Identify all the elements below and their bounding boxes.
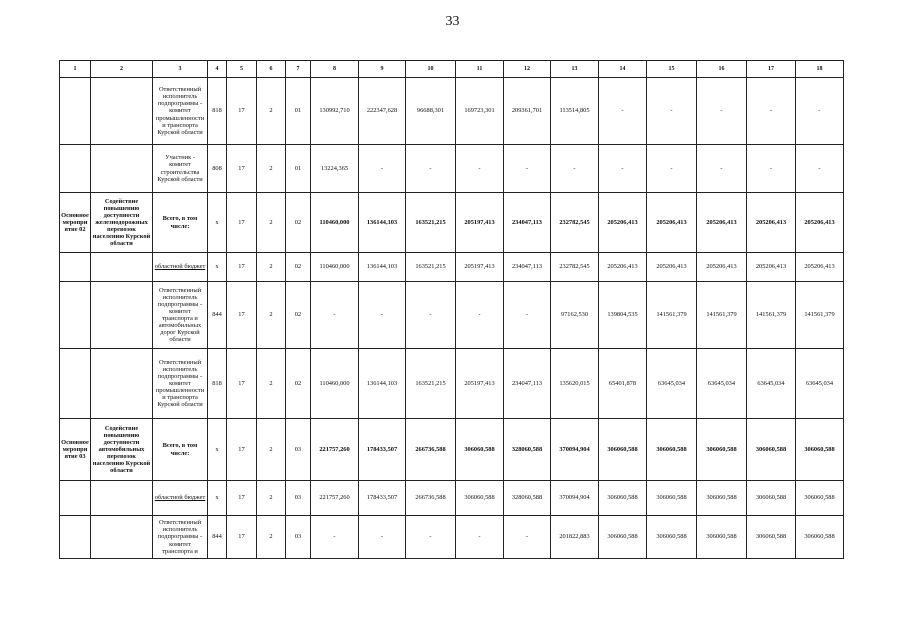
amount-cell: 141561,379 — [747, 282, 796, 349]
grbs-code-cell: 818 — [208, 78, 227, 145]
measure-name-cell — [91, 481, 153, 516]
amount-cell: 163521,215 — [406, 349, 456, 419]
amount-cell: 205206,413 — [599, 193, 647, 253]
amount-cell: 306060,588 — [796, 481, 844, 516]
program-code-cell: 17 — [227, 282, 257, 349]
table-row — [60, 481, 844, 516]
amount-cell: 205206,413 — [697, 193, 747, 253]
amount-cell: 110460,000 — [311, 349, 359, 419]
amount-cell: 205197,413 — [456, 349, 504, 419]
amount-cell: - — [747, 78, 796, 145]
measure-name-cell — [91, 349, 153, 419]
column-header: 11 — [456, 61, 504, 78]
measure-name-cell: Содействие повышению доступности железнодорожных перевозок населению Курской области — [91, 193, 153, 253]
budget-table — [59, 60, 844, 559]
grbs-code-cell: 808 — [208, 145, 227, 193]
amount-cell: 306060,588 — [599, 481, 647, 516]
amount-cell: - — [747, 145, 796, 193]
amount-cell: 163521,215 — [406, 193, 456, 253]
amount-cell: - — [697, 78, 747, 145]
amount-cell: 266736,588 — [406, 419, 456, 481]
measure-code-cell: 03 — [286, 419, 311, 481]
amount-cell: - — [697, 145, 747, 193]
program-code-cell: 17 — [227, 145, 257, 193]
executor-cell: Ответственный исполнитель подпрограммы - комитет транспорта и — [153, 516, 208, 559]
column-header: 12 — [504, 61, 551, 78]
amount-cell: 234047,113 — [504, 253, 551, 282]
amount-cell: - — [551, 145, 599, 193]
executor-cell: областной бюджет — [153, 253, 208, 282]
measure-cell — [60, 516, 91, 559]
amount-cell: 141561,379 — [647, 282, 697, 349]
executor-cell: Всего, в том числе: — [153, 193, 208, 253]
amount-cell: - — [647, 78, 697, 145]
program-code-cell: 17 — [227, 419, 257, 481]
measure-code-cell: 02 — [286, 193, 311, 253]
column-header: 4 — [208, 61, 227, 78]
measure-name-cell — [91, 145, 153, 193]
subprogram-code-cell: 2 — [257, 419, 286, 481]
executor-cell: Всего, в том числе: — [153, 419, 208, 481]
executor-cell: областной бюджет — [153, 481, 208, 516]
amount-cell: - — [359, 516, 406, 559]
amount-cell: 306060,588 — [697, 516, 747, 559]
table-row — [60, 282, 844, 349]
amount-cell: 205206,413 — [747, 193, 796, 253]
column-header: 18 — [796, 61, 844, 78]
amount-cell: - — [647, 145, 697, 193]
amount-cell: 178433,507 — [359, 419, 406, 481]
amount-cell: 113514,805 — [551, 78, 599, 145]
table-row — [60, 78, 844, 145]
program-code-cell: 17 — [227, 349, 257, 419]
column-header: 17 — [747, 61, 796, 78]
amount-cell: 306060,588 — [747, 419, 796, 481]
amount-cell: - — [796, 145, 844, 193]
amount-cell: - — [456, 282, 504, 349]
amount-cell: 306060,588 — [647, 516, 697, 559]
measure-name-cell: Содействие повышению доступности автомобильных перевозок населению Курской области — [91, 419, 153, 481]
amount-cell: 110460,000 — [311, 193, 359, 253]
amount-cell: 205197,413 — [456, 253, 504, 282]
amount-cell: 306060,588 — [647, 419, 697, 481]
table-row — [60, 145, 844, 193]
amount-cell: 63645,034 — [747, 349, 796, 419]
amount-cell: 163521,215 — [406, 253, 456, 282]
column-header: 7 — [286, 61, 311, 78]
amount-cell: 370094,904 — [551, 481, 599, 516]
amount-cell: 222347,628 — [359, 78, 406, 145]
amount-cell: 130992,710 — [311, 78, 359, 145]
grbs-code-cell: х — [208, 253, 227, 282]
amount-cell: 169723,301 — [456, 78, 504, 145]
measure-code-cell: 02 — [286, 282, 311, 349]
executor-cell: Ответственный исполнитель подпрограммы - комитет промышленности и транспорта Курской области — [153, 78, 208, 145]
measure-name-cell — [91, 253, 153, 282]
amount-cell: 306060,588 — [599, 419, 647, 481]
amount-cell: 306060,588 — [456, 419, 504, 481]
grbs-code-cell: х — [208, 193, 227, 253]
amount-cell: 306060,588 — [647, 481, 697, 516]
amount-cell: 306060,588 — [456, 481, 504, 516]
grbs-code-cell: 818 — [208, 349, 227, 419]
column-header: 2 — [91, 61, 153, 78]
measure-cell — [60, 349, 91, 419]
amount-cell: 205206,413 — [796, 193, 844, 253]
measure-name-cell — [91, 78, 153, 145]
amount-cell: 266736,588 — [406, 481, 456, 516]
program-code-cell: 17 — [227, 481, 257, 516]
measure-name-cell — [91, 282, 153, 349]
amount-cell: 306060,588 — [697, 419, 747, 481]
measure-cell — [60, 145, 91, 193]
amount-cell: 234047,113 — [504, 349, 551, 419]
amount-cell: 205206,413 — [697, 253, 747, 282]
amount-cell: - — [359, 282, 406, 349]
grbs-code-cell: х — [208, 481, 227, 516]
measure-cell — [60, 253, 91, 282]
column-header: 9 — [359, 61, 406, 78]
amount-cell: - — [504, 282, 551, 349]
amount-cell: - — [504, 145, 551, 193]
amount-cell: 141561,379 — [697, 282, 747, 349]
measure-cell — [60, 78, 91, 145]
table-row — [60, 193, 844, 253]
executor-cell: Ответственный исполнитель подпрограммы - комитет транспорта и автомобильных дорог Курской области — [153, 282, 208, 349]
measure-code-cell: 02 — [286, 253, 311, 282]
amount-cell: 205206,413 — [647, 193, 697, 253]
subprogram-code-cell: 2 — [257, 481, 286, 516]
amount-cell: 306060,588 — [796, 419, 844, 481]
measure-cell: Основное мероприятие 02 — [60, 193, 91, 253]
subprogram-code-cell: 2 — [257, 193, 286, 253]
amount-cell: - — [311, 282, 359, 349]
amount-cell: 139804,535 — [599, 282, 647, 349]
measure-code-cell: 03 — [286, 481, 311, 516]
column-header: 13 — [551, 61, 599, 78]
subprogram-code-cell: 2 — [257, 78, 286, 145]
amount-cell: 234047,113 — [504, 193, 551, 253]
amount-cell: 221757,260 — [311, 419, 359, 481]
amount-cell: 65401,878 — [599, 349, 647, 419]
amount-cell: - — [504, 516, 551, 559]
program-code-cell: 17 — [227, 253, 257, 282]
measure-code-cell: 01 — [286, 78, 311, 145]
amount-cell: 370094,904 — [551, 419, 599, 481]
amount-cell: 205206,413 — [796, 253, 844, 282]
column-header: 1 — [60, 61, 91, 78]
amount-cell: 97162,530 — [551, 282, 599, 349]
amount-cell: 13224,365 — [311, 145, 359, 193]
table-row — [60, 253, 844, 282]
amount-cell: - — [311, 516, 359, 559]
amount-cell: - — [406, 145, 456, 193]
amount-cell: 63645,034 — [796, 349, 844, 419]
measure-code-cell: 02 — [286, 349, 311, 419]
amount-cell: - — [456, 145, 504, 193]
amount-cell: 221757,260 — [311, 481, 359, 516]
amount-cell: - — [599, 78, 647, 145]
measure-code-cell: 03 — [286, 516, 311, 559]
amount-cell: 205206,413 — [747, 253, 796, 282]
amount-cell: - — [599, 145, 647, 193]
amount-cell: 306060,588 — [796, 516, 844, 559]
amount-cell: 178433,507 — [359, 481, 406, 516]
amount-cell: 135620,015 — [551, 349, 599, 419]
header-row — [60, 61, 844, 78]
amount-cell: 232782,545 — [551, 193, 599, 253]
measure-cell — [60, 481, 91, 516]
amount-cell: 136144,103 — [359, 193, 406, 253]
amount-cell: 63645,034 — [647, 349, 697, 419]
grbs-code-cell: 844 — [208, 516, 227, 559]
column-header: 14 — [599, 61, 647, 78]
table-row — [60, 349, 844, 419]
grbs-code-cell: х — [208, 419, 227, 481]
amount-cell: - — [359, 145, 406, 193]
amount-cell: 136144,103 — [359, 349, 406, 419]
subprogram-code-cell: 2 — [257, 145, 286, 193]
measure-name-cell — [91, 516, 153, 559]
table-row — [60, 419, 844, 481]
amount-cell: 136144,103 — [359, 253, 406, 282]
column-header: 10 — [406, 61, 456, 78]
program-code-cell: 17 — [227, 516, 257, 559]
amount-cell: - — [796, 78, 844, 145]
program-code-cell: 17 — [227, 78, 257, 145]
column-header: 5 — [227, 61, 257, 78]
program-code-cell: 17 — [227, 193, 257, 253]
amount-cell: 205206,413 — [599, 253, 647, 282]
executor-cell: Участник - комитет строительства Курской области — [153, 145, 208, 193]
amount-cell: 63645,034 — [697, 349, 747, 419]
amount-cell: 232782,545 — [551, 253, 599, 282]
amount-cell: 306060,588 — [747, 516, 796, 559]
subprogram-code-cell: 2 — [257, 349, 286, 419]
subprogram-code-cell: 2 — [257, 516, 286, 559]
amount-cell: 141561,379 — [796, 282, 844, 349]
column-header: 16 — [697, 61, 747, 78]
measure-cell — [60, 282, 91, 349]
amount-cell: 205206,413 — [647, 253, 697, 282]
executor-cell: Ответственный исполнитель подпрограммы - комитет промышленности и транспорта Курской области — [153, 349, 208, 419]
amount-cell: 306060,588 — [747, 481, 796, 516]
amount-cell: 306060,588 — [697, 481, 747, 516]
table-body — [60, 78, 844, 559]
table-row — [60, 516, 844, 559]
page-number: 33 — [445, 14, 460, 29]
amount-cell: 110460,000 — [311, 253, 359, 282]
amount-cell: - — [406, 282, 456, 349]
column-header: 3 — [153, 61, 208, 78]
column-header: 8 — [311, 61, 359, 78]
measure-code-cell: 01 — [286, 145, 311, 193]
amount-cell: - — [406, 516, 456, 559]
amount-cell: 209361,701 — [504, 78, 551, 145]
amount-cell: 328060,588 — [504, 419, 551, 481]
amount-cell: 96688,301 — [406, 78, 456, 145]
subprogram-code-cell: 2 — [257, 253, 286, 282]
column-header: 15 — [647, 61, 697, 78]
measure-cell: Основное мероприятие 03 — [60, 419, 91, 481]
subprogram-code-cell: 2 — [257, 282, 286, 349]
grbs-code-cell: 844 — [208, 282, 227, 349]
amount-cell: 205197,413 — [456, 193, 504, 253]
column-header: 6 — [257, 61, 286, 78]
amount-cell: 201822,883 — [551, 516, 599, 559]
amount-cell: - — [456, 516, 504, 559]
amount-cell: 328060,588 — [504, 481, 551, 516]
amount-cell: 306060,588 — [599, 516, 647, 559]
